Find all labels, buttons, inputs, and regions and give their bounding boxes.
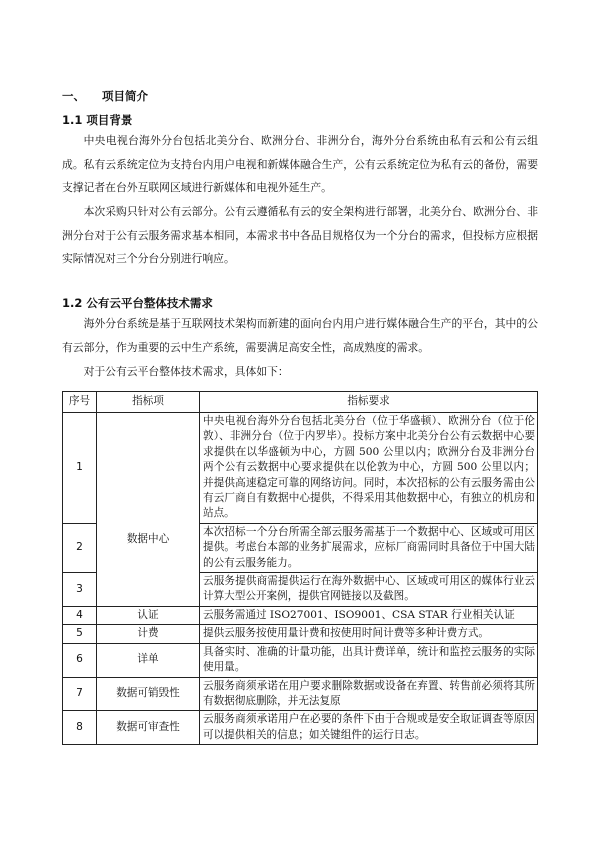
row-item: 数据可审查性: [97, 711, 200, 745]
row-number: 2: [63, 523, 97, 572]
row-requirement: 提供云服务按使用量计费和按使用时间计费等多种计费方式。: [200, 625, 538, 643]
row-requirement: 本次招标一个分台所需全部云服务需基于一个数据中心、区域或可用区提供。考虑台本部的业务扩展需求，应标厂商需同时具备位于中国大陆的公有云服务能力。: [200, 523, 538, 572]
table-row: [63, 413, 538, 524]
row-item: 数据可销毁性: [97, 677, 200, 711]
header-no: 序号: [63, 392, 97, 413]
row-number: 1: [63, 413, 97, 524]
row-requirement: 中央电视台海外分台包括北美分台（位于华盛顿）、欧洲分台（位于伦敦）、非洲分台（位于内罗毕）。投标方案中北美分台公有云数据中心要求提供在以华盛顿为中心，方圆 500 公里以内；欧洲分台及非洲分台两个公有云数据中心要求提供在以伦敦为中心，方圆 500 公里以内；并提供高速稳定可靠的网络访问。同时，本次招标的公有云服务需由公有云厂商自有数据中心提供，不得采用其他数据中心，有独立的机房和站点。: [200, 413, 538, 524]
section-1-title: 项目简介: [102, 89, 148, 103]
paragraph-tech-1: 海外分台系统是基于互联网技术架构而新建的面向台内用户进行媒体融合生产的平台，其中的公有云部分，作为重要的云中生产系统，需要满足高安全性，高成熟度的需求。: [62, 317, 538, 354]
row-item: 认证: [97, 606, 200, 624]
row-requirement: 具备实时、准确的计量功能，出具计费详单，统计和监控云服务的实际使用量。: [200, 643, 538, 677]
row-item: 计费: [97, 625, 200, 643]
table-row: [63, 643, 538, 677]
table-row: [63, 606, 538, 624]
paragraph-background-1: 中央电视台海外分台包括北美分台、欧洲分台、非洲分台，海外分台系统由私有云和公有云组成。私有云系统定位为支持台内用户电视和新媒体融合生产，公有云系统定位为私有云的备份，需要支撑记者在台外互联网区域进行新媒体和电视外延生产。: [62, 134, 538, 194]
header-item: 指标项: [97, 392, 200, 413]
table-header-row: [63, 392, 538, 413]
row-requirement: 云服务商须承诺在用户要求删除数据或设备在弃置、转售前必须将其所有数据彻底删除，并无法复原: [200, 677, 538, 711]
row-number: 3: [63, 573, 97, 607]
table-row: [63, 711, 538, 745]
row-number: 8: [63, 711, 97, 745]
table-row: [63, 677, 538, 711]
paragraph-background-2: 本次采购只针对公有云部分。公有云遵循私有云的安全架构进行部署，北美分台、欧洲分台、非洲分台对于公有云服务需求基本相同，本需求书中各品目规格仅为一个分台的需求，但投标方应根据实际情况对三个分台分别进行响应。: [62, 205, 538, 265]
row-number: 5: [63, 625, 97, 643]
row-requirement: 云服务提供商需提供运行在海外数据中心、区域或可用区的媒体行业云计算大型公开案例，提供官网链接以及截图。: [200, 573, 538, 607]
row-number: 4: [63, 606, 97, 624]
row-item: 详单: [97, 643, 200, 677]
section-1-heading: [62, 88, 148, 104]
section-1-number: 一、: [62, 89, 85, 103]
section-1-2-heading: 1.2 公有云平台整体技术需求: [62, 296, 213, 310]
table-row: [63, 625, 538, 643]
row-number: 6: [63, 643, 97, 677]
paragraph-tech-2: 对于公有云平台整体技术需求，具体如下：: [83, 365, 289, 378]
row-item-datacenter: 数据中心: [97, 413, 200, 607]
section-1-1-heading: 1.1 项目背景: [62, 113, 133, 127]
row-number: 7: [63, 677, 97, 711]
row-requirement: 云服务商须承诺用户在必要的条件下由于合规或是安全取证调查等原因可以提供相关的信息；如关键组件的运行日志。: [200, 711, 538, 745]
row-requirement: 云服务需通过 ISO27001、ISO9001、CSA STAR 行业相关认证: [200, 606, 538, 624]
header-req: 指标要求: [200, 392, 538, 413]
requirements-table: [62, 391, 538, 745]
